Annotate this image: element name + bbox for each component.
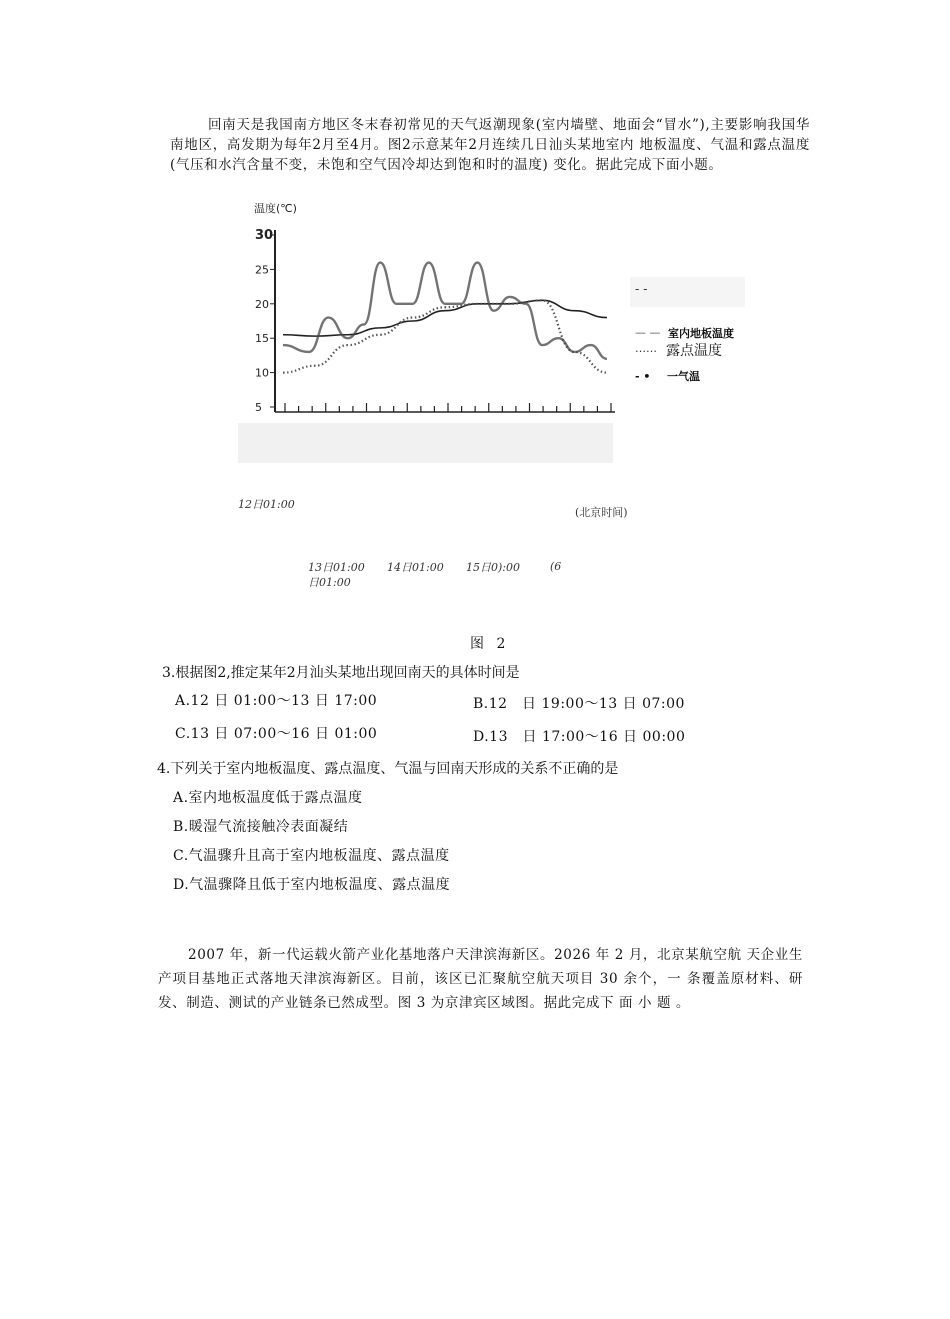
x-tick-label-13: 13日01:00 bbox=[308, 561, 365, 574]
q4-stem: 4.下列关于室内地板温度、露点温度、气温与回南天形成的关系不正确的是 bbox=[157, 761, 619, 777]
y-tick-label: 20 bbox=[255, 297, 269, 311]
legend-marker-air: - • bbox=[635, 370, 651, 383]
legend-marker-floor: — — bbox=[635, 326, 661, 339]
q3-option-c: C.13 日 07:00～16 日 01:00 bbox=[175, 726, 378, 742]
figure-2-chart bbox=[230, 195, 760, 615]
legend-label-air: 一气温 bbox=[667, 370, 700, 383]
q4-option-d: D.气温骤降且低于室内地板温度、露点温度 bbox=[173, 877, 451, 893]
y-axis-label: 温度(℃) bbox=[254, 202, 297, 215]
q3-option-d: D.13 日 17:00～16 日 00:00 bbox=[473, 729, 686, 745]
passage-2-paragraph bbox=[158, 943, 803, 1015]
y-tick-label: 30 bbox=[255, 228, 274, 243]
x-tick-label-15: 15日0):00 bbox=[466, 561, 520, 574]
q3-option-b: B.12 日 19:00～13 日 07:00 bbox=[473, 696, 685, 712]
y-tick-label: 10 bbox=[255, 366, 269, 380]
chart-svg bbox=[230, 195, 760, 615]
legend bbox=[630, 277, 745, 383]
x-axis-label: (北京时间) bbox=[575, 506, 628, 519]
x-tick-label-16: (6日01:00 bbox=[308, 560, 562, 589]
legend-extra-marker: - - bbox=[635, 282, 648, 296]
x-tick-label-12: 12日01:00 bbox=[238, 498, 295, 511]
y-tick-label: 25 bbox=[255, 263, 269, 277]
q4-option-b: B.暖湿气流接触冷表面凝结 bbox=[173, 819, 349, 835]
x-tick-marks bbox=[285, 403, 611, 412]
y-tick-label: 5 bbox=[255, 401, 262, 414]
intro-text: 回南天是我国南方地区冬末春初常见的天气返潮现象(室内墙壁、地面会“冒水”),主要影响我国华南地区，高发期为每年2月至4月。图2示意某年2月连续几日汕头某地室内 地板温度、气温和露点温度(气压和水汽含量不变，未饱和空气因冷却达到饱和时的温度) 变化。据此完成下面小题。 bbox=[170, 117, 810, 173]
series-group bbox=[283, 263, 607, 373]
q3-stem: 3.根据图2,推定某年2月汕头某地出现回南天的具体时间是 bbox=[162, 665, 520, 681]
legend-label-dew: 露点温度 bbox=[666, 343, 722, 359]
legend-label-floor: 室内地板温度 bbox=[668, 327, 734, 340]
passage-2-text: 2007 年，新一代运载火箭产业化基地落户天津滨海新区。2026 年 2 月，北京某航空航 天企业生产项目基地正式落地天津滨海新区。目前，该区已汇聚航空航天项目 30 余个，一 条覆盖原材料、研发、制造、测试的产业链条已然成型。图 3 为京津宾区域图。据此完成下 面 小 题 。 bbox=[158, 947, 803, 1011]
legend-marker-dew: …… bbox=[635, 342, 657, 355]
intro-paragraph bbox=[170, 115, 810, 175]
y-ticks bbox=[255, 228, 275, 414]
q4-option-c: C.气温骤升且高于室内地板温度、露点温度 bbox=[173, 848, 450, 864]
q3-option-a: A.12 日 01:00～13 日 17:00 bbox=[175, 693, 378, 709]
y-tick-label: 15 bbox=[255, 332, 269, 346]
figure-2-caption: 图 2 bbox=[470, 636, 510, 652]
scan-smudge bbox=[238, 423, 613, 463]
q4-option-a: A.室内地板温度低于露点温度 bbox=[173, 790, 363, 806]
x-tick-label-14: 14日01:00 bbox=[387, 561, 444, 574]
